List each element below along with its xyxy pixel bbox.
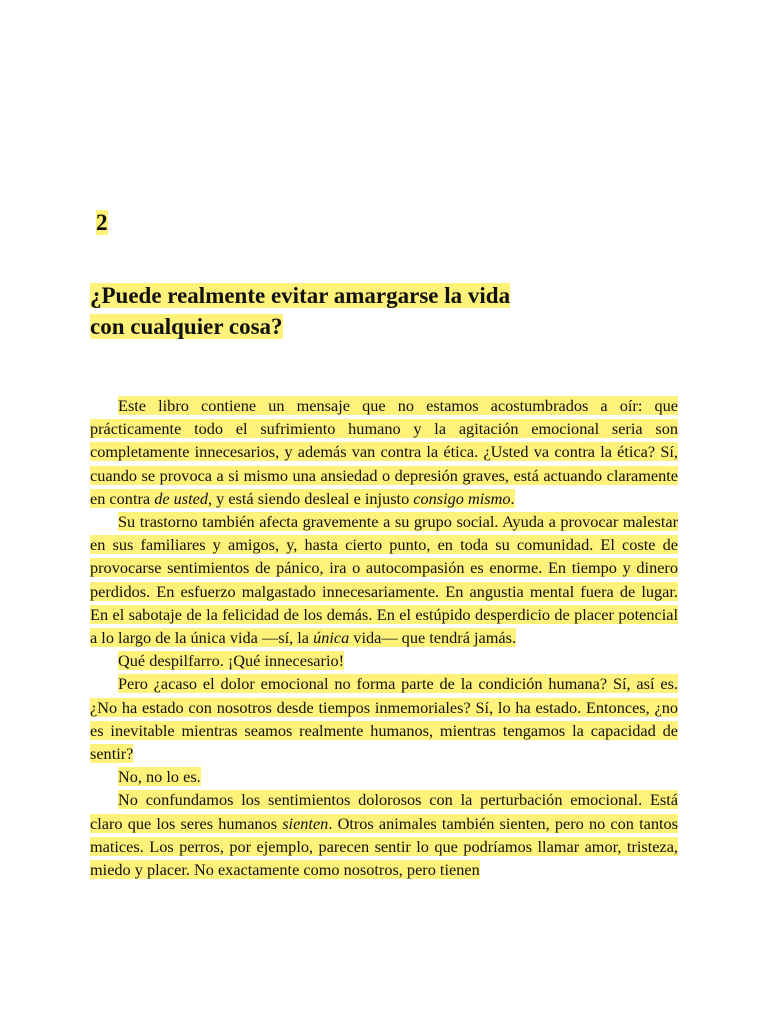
italic-text: sienten	[282, 813, 329, 833]
chapter-number-text: 2	[96, 210, 108, 235]
body-paragraph	[90, 765, 678, 788]
italic-text: de usted	[154, 488, 208, 508]
text-segment: , y está siendo desleal e injusto	[208, 488, 414, 508]
text-segment: Qué despilfarro. ¡Qué innecesario!	[118, 651, 345, 671]
highlighted-text	[90, 512, 678, 647]
text-segment: .	[510, 488, 515, 508]
italic-text: consigo mismo	[413, 488, 511, 508]
text-segment: No, no lo es.	[118, 767, 201, 787]
highlighted-text	[90, 790, 678, 879]
highlighted-text	[118, 651, 344, 670]
highlighted-text	[90, 674, 678, 763]
italic-text: única	[313, 628, 350, 648]
text-segment: Su trastorno también afecta gravemente a su grupo social. Ayuda a provocar malestar en sus familiares y amigos, y, hasta cierto punto, en toda su comunidad. El coste de provocarse sentimientos de pánico, ira o autocompasión es enorme. En tiempo y dinero perdidos. En esfuerzo malgastado innecesariamente. En angustia mental fuera de lugar. En el sabotaje de la felicidad de los demás. En el estúpido desperdicio de placer potencial a lo largo de la única vida —sí, la	[90, 512, 678, 648]
body-paragraph	[90, 649, 678, 672]
highlighted-text	[90, 396, 678, 508]
text-segment: Este libro contiene un mensaje que no estamos acostumbrados a oír: que prácticamente todo el sufrimiento humano y la agitación emocional seria son completamente innecesarios, y además van contra la ética. ¿Usted va contra la ética? Sí, cuando se provoca a si mismo una ansiedad o depresión graves, está actuando claramente en contra	[90, 396, 678, 508]
chapter-number	[96, 208, 108, 238]
text-segment: vida— que tendrá jamás.	[349, 628, 517, 648]
body-paragraph	[90, 394, 678, 510]
text-segment: . Otros animales también sienten, pero no con tantos matices. Los perros, por ejemplo, parecen sentir lo que podríamos llamar amor, tristeza, miedo y placer. No exactamente como nosotros, pero tienen	[90, 813, 678, 880]
body-paragraph	[90, 510, 678, 649]
body-paragraph	[90, 788, 678, 881]
chapter-title-line-2: con cualquier cosa?	[90, 314, 283, 339]
chapter-title	[90, 280, 610, 342]
body-paragraph	[90, 672, 678, 765]
highlighted-text	[118, 767, 201, 786]
chapter-title-line-1: ¿Puede realmente evitar amargarse la vida	[90, 283, 511, 308]
chapter-body	[90, 394, 678, 881]
text-segment: Pero ¿acaso el dolor emocional no forma parte de la condición humana? Sí, así es. ¿No ha estado con nosotros desde tiempos inmemoriales? Sí, lo ha estado. Entonces, ¿no es inevitable mientras seamos realmente humanos, mientras tengamos la capacidad de sentir?	[90, 674, 678, 764]
text-segment: No confundamos los sentimientos dolorosos con la perturbación emocional. Está claro que los seres humanos	[90, 790, 678, 833]
